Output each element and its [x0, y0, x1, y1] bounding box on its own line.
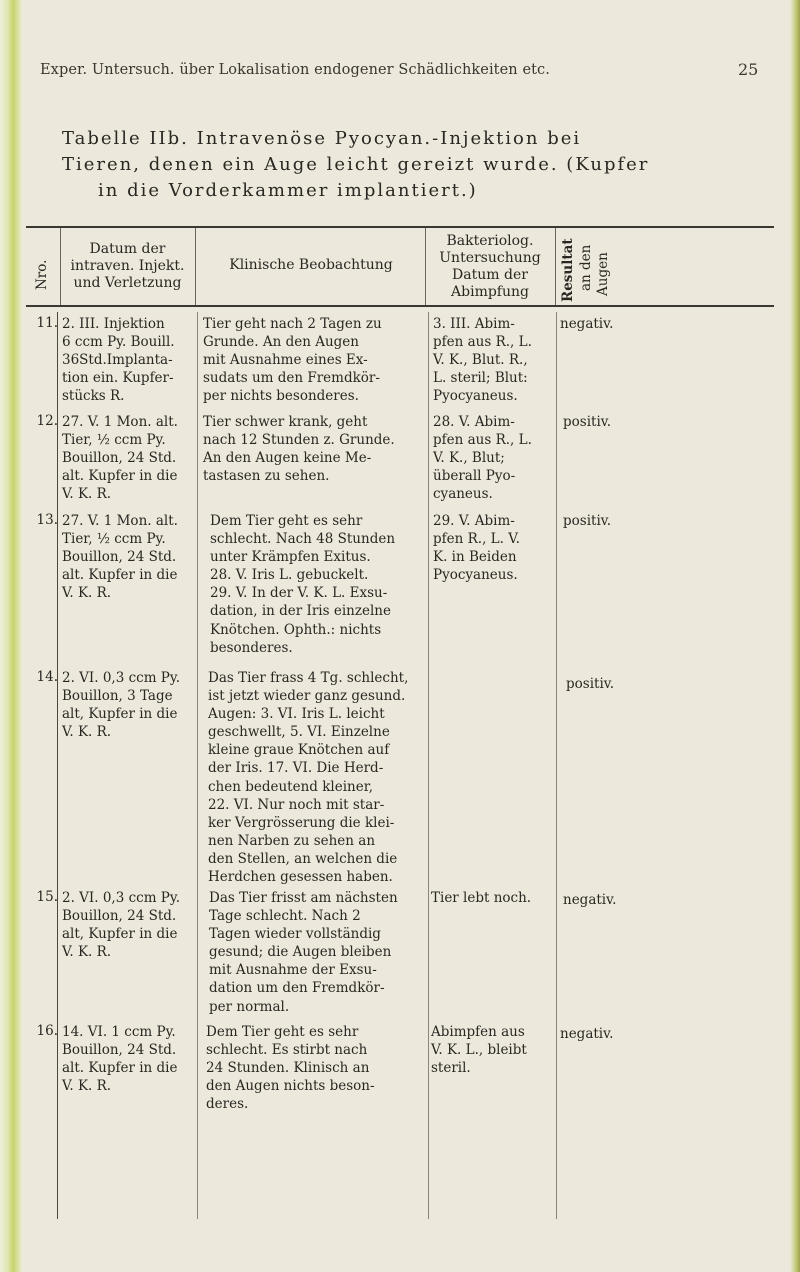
cell-klinik: Dem Tier geht es sehr schlecht. Es stirbt nach 24 Stunden. Klinisch an den Augen nichts beson- deres. — [206, 1024, 375, 1113]
cell-klinik: Tier geht nach 2 Tagen zu Grunde. An den Augen mit Ausnahme eines Ex- sudats um den Fremdkör- per nichts besonderes. — [203, 316, 382, 405]
cell-datum: 27. V. 1 Mon. alt. Tier, ½ ccm Py. Bouillon, 24 Std. alt. Kupfer in die V. K. R. — [62, 414, 178, 503]
page-number: 25 — [738, 60, 759, 79]
running-head: Exper. Untersuch. über Lokalisation endogener Schädlichkeiten etc. — [40, 62, 550, 78]
table-caption-line-1: Tabelle IIb. Intravenöse Pyocyan.-Injektion bei — [62, 128, 582, 149]
cell-klinik: Dem Tier geht es sehr schlecht. Nach 48 Stunden unter Krämpfen Exitus. 28. V. Iris L. gebuckelt. 29. V. In der V. K. L. Exsu- dation, in der Iris einzelne Knötchen. Ophth.: nichts besonderes. — [210, 513, 396, 656]
cell-bakteriolog: Tier lebt noch. — [431, 890, 532, 906]
table-caption-line-3: in die Vorderkammer implantiert.) — [98, 180, 478, 201]
row-number: 14. — [36, 669, 58, 685]
column-divider — [57, 312, 58, 1219]
row-number: 16. — [36, 1023, 58, 1039]
table-caption-line-2: Tieren, denen ein Auge leicht gereizt wurde. (Kupfer — [62, 154, 650, 175]
header-divider — [195, 228, 196, 305]
row-number: 13. — [36, 512, 58, 528]
cell-klinik: Tier schwer krank, geht nach 12 Stunden z. Grunde. An den Augen keine Me- tastasen zu sehen. — [203, 414, 395, 485]
header-augen: Augen — [595, 252, 611, 296]
header-bakteriolog: Bakteriolog. Untersuchung Datum der Abimpfung — [439, 233, 541, 300]
table-top-rule — [26, 226, 774, 228]
cell-resultat: negativ. — [563, 892, 617, 908]
header-klinik: Klinische Beobachtung — [229, 257, 393, 273]
column-divider — [428, 312, 429, 1219]
header-datum: Datum der intraven. Injekt. und Verletzung — [70, 241, 185, 291]
cell-klinik: Das Tier frisst am nächsten Tage schlecht. Nach 2 Tagen wieder vollständig gesund; die Augen bleiben mit Ausnahme der Exsu- dation um den Fremdkör- per normal. — [209, 890, 398, 1015]
header-nr: Nro. — [34, 259, 50, 290]
header-resultat: Resultat — [560, 238, 576, 302]
cell-datum: 2. III. Injektion 6 ccm Py. Bouill. 36Std.Implanta- tion ein. Kupfer- stücks R. — [62, 316, 175, 405]
row-number: 15. — [36, 889, 58, 905]
row-number: 12. — [36, 413, 58, 429]
header-an-den: an den — [578, 244, 594, 291]
cell-bakteriolog: 29. V. Abim- pfen R., L. V. K. in Beiden Pyocyaneus. — [433, 513, 520, 584]
cell-bakteriolog: 3. III. Abim- pfen aus R., L. V. K., Blut. R., L. steril; Blut: Pyocyaneus. — [433, 316, 532, 405]
cell-resultat: negativ. — [560, 316, 614, 332]
header-divider — [555, 228, 556, 305]
cell-datum: 2. VI. 0,3 ccm Py. Bouillon, 24 Std. alt, Kupfer in die V. K. R. — [62, 890, 181, 961]
column-divider — [556, 312, 557, 1219]
column-divider — [197, 312, 198, 1219]
cell-bakteriolog: Abimpfen aus V. K. L., bleibt steril. — [431, 1024, 527, 1077]
page-spine-edge — [0, 0, 22, 1272]
cell-datum: 14. VI. 1 ccm Py. Bouillon, 24 Std. alt. Kupfer in die V. K. R. — [62, 1024, 178, 1095]
cell-resultat: positiv. — [563, 513, 612, 529]
cell-resultat: positiv. — [563, 414, 612, 430]
cell-bakteriolog: 28. V. Abim- pfen aus R., L. V. K., Blut; überall Pyo- cyaneus. — [433, 414, 532, 503]
cell-resultat: positiv. — [566, 676, 615, 692]
cell-resultat: negativ. — [560, 1026, 614, 1042]
table-header-rule — [26, 305, 774, 307]
cell-datum: 2. VI. 0,3 ccm Py. Bouillon, 3 Tage alt, Kupfer in die V. K. R. — [62, 670, 181, 741]
row-number: 11. — [36, 315, 58, 331]
cell-klinik: Das Tier frass 4 Tg. schlecht, ist jetzt wieder ganz gesund. Augen: 3. VI. Iris L. leicht geschwellt, 5. VI. Einzelne kleine graue Knötchen auf der Iris. 17. VI. Die Herd- chen bedeutend kleiner, 22. VI. Nur noch mit star- ker Vergrösserung die klei- nen Narben zu sehen an den Stellen, an welchen die Herdchen gesessen haben. — [208, 670, 409, 886]
cell-datum: 27. V. 1 Mon. alt. Tier, ½ ccm Py. Bouillon, 24 Std. alt. Kupfer in die V. K. R. — [62, 513, 178, 602]
